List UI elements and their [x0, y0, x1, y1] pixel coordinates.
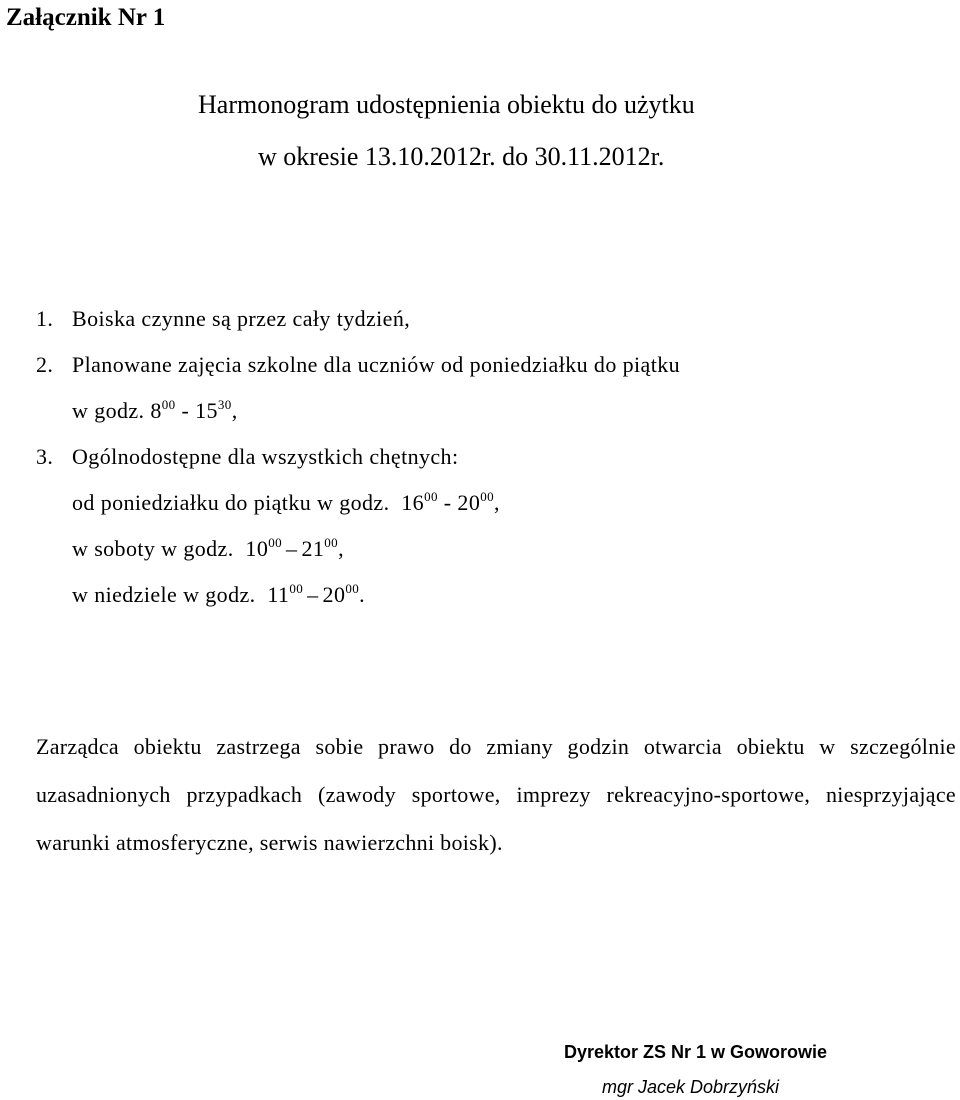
minutes-sup: 00	[268, 535, 283, 550]
hours-mid: - 15	[175, 398, 218, 423]
weekday-hours	[36, 480, 680, 526]
hours-mid: 20	[322, 582, 346, 607]
punctuation: .	[359, 582, 366, 607]
signature-name: mgr Jacek Dobrzyński	[602, 1077, 780, 1097]
list-item-3	[36, 434, 680, 480]
notice-paragraph: Zarządca obiektu zastrzega sobie prawo do zmiany godzin otwarcia obiektu w szczególnie uzasadnionych przypadkach (zawody sportowe, imprezy rekreacyjno-sportowe, niesprzyjające warunki atmosferyczne, serwis nawierzchni boisk).	[36, 734, 956, 855]
list-number: 1.	[36, 306, 54, 331]
document-title-line-1: Harmonogram udostępnienia obiektu do użytku	[198, 90, 695, 119]
minutes-sup: 00	[480, 489, 495, 504]
minutes-sup: 00	[324, 535, 339, 550]
punctuation: ,	[231, 398, 238, 423]
hours-prefix: w niedziele w godz. 11	[72, 582, 290, 607]
sunday-hours	[36, 572, 680, 618]
minutes-sup: 30	[217, 397, 232, 412]
list-item-2	[36, 342, 680, 388]
punctuation: ,	[494, 490, 500, 515]
minutes-sup: 00	[289, 581, 304, 596]
saturday-hours	[36, 526, 680, 572]
list-number: 2.	[36, 352, 54, 377]
document-title-line-2: w okresie 13.10.2012r. do 30.11.2012r.	[258, 142, 665, 171]
annex-label: Załącznik Nr 1	[6, 4, 166, 31]
dash: –	[307, 582, 319, 607]
dash: –	[286, 536, 298, 561]
hours-mid: 21	[301, 536, 325, 561]
list-text: Ogólnodostępne dla wszystkich chętnych:	[72, 444, 459, 469]
school-hours	[36, 388, 680, 434]
punctuation: ,	[338, 536, 344, 561]
hours-prefix: w godz. 8	[72, 398, 162, 423]
list-item-1	[36, 296, 680, 342]
hours-prefix: od poniedziałku do piątku w godz. 16	[72, 490, 425, 515]
schedule-list	[36, 296, 680, 618]
hours-prefix: w soboty w godz. 10	[72, 536, 269, 561]
list-number: 3.	[36, 444, 54, 469]
minutes-sup: 00	[424, 489, 438, 504]
hours-mid: - 20	[437, 490, 481, 515]
list-text: Planowane zajęcia szkolne dla uczniów od poniedziałku do piątku	[72, 352, 681, 377]
signature-title: Dyrektor ZS Nr 1 w Goworowie	[564, 1042, 828, 1062]
minutes-sup: 00	[161, 397, 176, 412]
list-text: Boiska czynne są przez cały tydzień,	[72, 306, 411, 331]
minutes-sup: 00	[345, 581, 360, 596]
